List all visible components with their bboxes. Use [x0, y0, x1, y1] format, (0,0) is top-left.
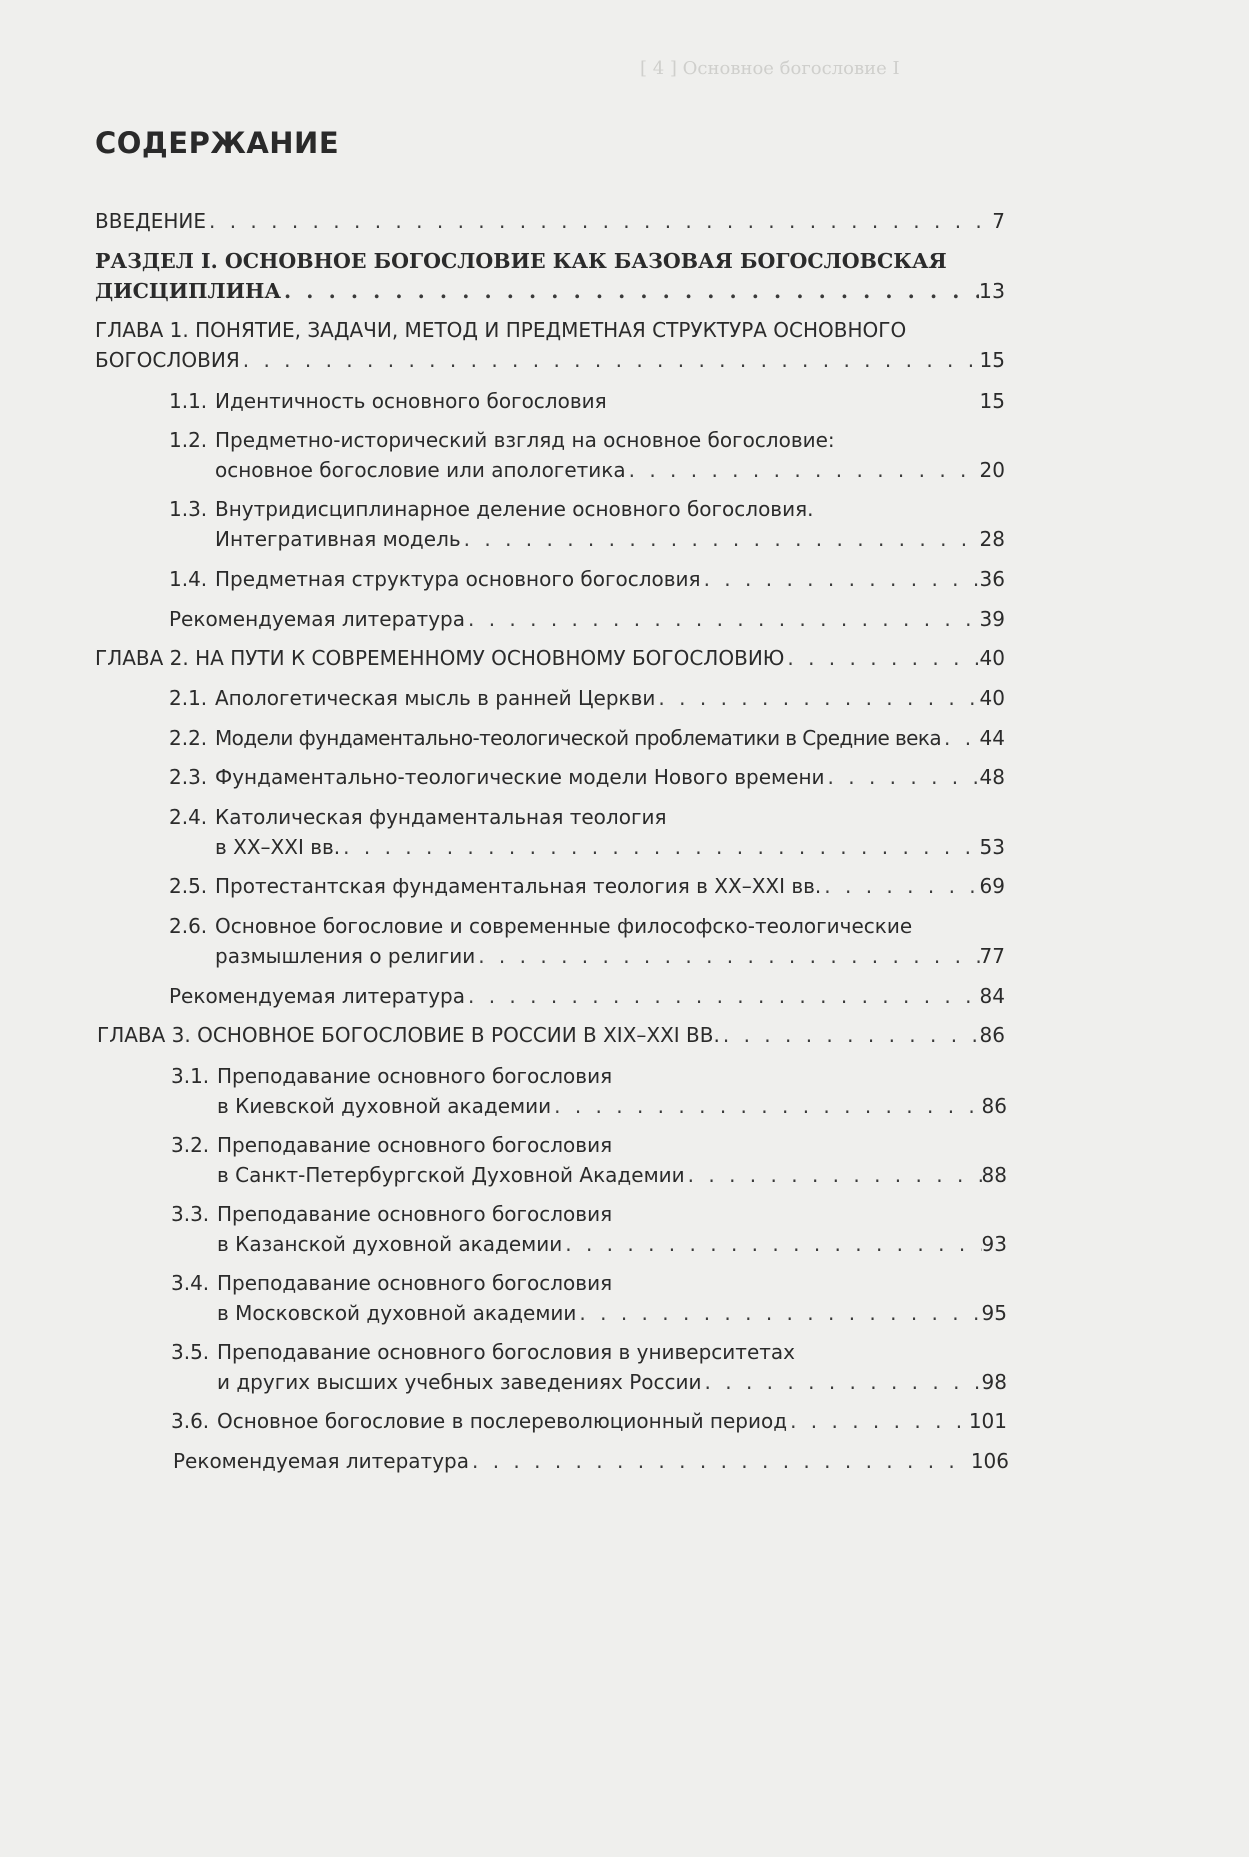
page-number: 98 — [981, 1370, 1007, 1394]
toc-entry-3-3[interactable] — [171, 1199, 1007, 1259]
entry-number: 3.1. — [171, 1064, 210, 1088]
entry-label: РАЗДЕЛ I. ОСНОВНОЕ БОГОСЛОВИЕ КАК БАЗОВАЯ БОГОСЛОВСКАЯ — [95, 249, 947, 273]
page-number: 88 — [981, 1163, 1007, 1187]
dot-leader — [825, 762, 980, 792]
page-number: 7 — [992, 209, 1005, 233]
page-number: 86 — [981, 1094, 1007, 1118]
dot-leader — [685, 1160, 982, 1190]
entry-label: ВВЕДЕНИЕ — [95, 209, 206, 233]
page-number: 39 — [979, 607, 1005, 631]
page-number: 40 — [979, 686, 1005, 710]
page-number: 101 — [968, 1409, 1007, 1433]
page-number: 69 — [979, 874, 1005, 898]
dot-leader — [465, 604, 980, 634]
entry-label: Модели фундаментально-теологической проблематики в Средние века — [215, 726, 941, 750]
page-number: 28 — [979, 527, 1005, 551]
dot-leader — [465, 981, 980, 1011]
entry-label: Рекомендуемая литература — [173, 1449, 469, 1473]
entry-label: Предметно-исторический взгляд на основное богословие: — [215, 428, 835, 452]
page-number: 15 — [979, 348, 1005, 372]
page-number: 13 — [978, 279, 1005, 303]
dot-leader — [701, 564, 980, 594]
entry-label-cont: Интегративная модель — [215, 527, 461, 551]
dot-leader — [787, 1406, 969, 1436]
page-number: 86 — [979, 1023, 1005, 1047]
bleed-through-header: [ 4 ] Основное богословие I — [640, 58, 900, 79]
toc-entry-3-5[interactable] — [171, 1337, 1007, 1397]
dot-leader — [720, 1020, 980, 1050]
page-number: 106 — [970, 1449, 1009, 1473]
entry-label-cont: ДИСЦИПЛИНА — [95, 279, 282, 303]
toc-entry-chapter-3[interactable] — [97, 1020, 1005, 1050]
page-number: 44 — [979, 726, 1005, 750]
toc-entry-2-1[interactable] — [169, 683, 1005, 713]
entry-number: 3.3. — [171, 1202, 210, 1226]
toc-entry-2-3[interactable] — [169, 762, 1005, 792]
toc-entry-intro[interactable] — [95, 206, 1005, 236]
entry-label: ГЛАВА 1. ПОНЯТИЕ, ЗАДАЧИ, МЕТОД И ПРЕДМЕТНАЯ СТРУКТУРА ОСНОВНОГО — [95, 318, 907, 342]
dot-leader — [281, 276, 979, 306]
dot-leader — [469, 1446, 971, 1476]
entry-label: Католическая фундаментальная теология — [215, 805, 667, 829]
dot-leader — [626, 455, 980, 485]
dot-leader — [702, 1367, 982, 1397]
toc-entry-literature-1[interactable] — [169, 604, 1005, 634]
entry-number: 1.3. — [169, 497, 208, 521]
entry-number: 2.3. — [169, 765, 208, 789]
toc-entry-1-4[interactable] — [169, 564, 1005, 594]
dot-leader — [821, 871, 979, 901]
entry-label: Преподавание основного богословия в университетах — [217, 1340, 795, 1364]
dot-leader — [551, 1091, 981, 1121]
page-number: 84 — [979, 984, 1005, 1008]
entry-label: Рекомендуемая литература — [169, 607, 465, 631]
entry-label-cont: в Московской духовной академии — [217, 1301, 577, 1325]
entry-number: 2.4. — [169, 805, 208, 829]
dot-leader — [784, 643, 979, 673]
entry-number: 2.1. — [169, 686, 208, 710]
entry-label: Протестантская фундаментальная теология в XX–XXI вв. — [215, 874, 822, 898]
entry-label: Преподавание основного богословия — [217, 1133, 613, 1157]
entry-label: ГЛАВА 3. ОСНОВНОЕ БОГОСЛОВИЕ В РОССИИ В XIX–XXI ВВ. — [97, 1023, 720, 1047]
entry-label: Преподавание основного богословия — [217, 1064, 613, 1088]
entry-label-cont: размышления о религии — [215, 944, 476, 968]
toc-entry-literature-3[interactable] — [173, 1446, 1009, 1476]
entry-number: 1.2. — [169, 428, 208, 452]
entry-label: ГЛАВА 2. НА ПУТИ К СОВРЕМЕННОМУ ОСНОВНОМУ БОГОСЛОВИЮ — [95, 646, 785, 670]
entry-number: 1.4. — [169, 567, 208, 591]
toc-entry-1-3[interactable] — [169, 494, 1005, 554]
page-number: 36 — [979, 567, 1005, 591]
entry-number: 2.6. — [169, 914, 208, 938]
entry-label: Основное богословие в послереволюционный период — [217, 1409, 788, 1433]
entry-label: Апологетическая мысль в ранней Церкви — [215, 686, 656, 710]
page-number: 93 — [981, 1232, 1007, 1256]
page-number: 40 — [979, 646, 1005, 670]
entry-label-cont: в Казанской духовной академии — [217, 1232, 563, 1256]
entry-label-cont: и других высших учебных заведениях России — [217, 1370, 702, 1394]
entry-label: Рекомендуемая литература — [169, 984, 465, 1008]
entry-number: 1.1. — [169, 389, 208, 413]
toc-entry-3-2[interactable] — [171, 1130, 1007, 1190]
entry-label: Предметная структура основного богословия — [215, 567, 701, 591]
toc-entry-3-1[interactable] — [171, 1061, 1007, 1121]
toc-entry-section-1[interactable] — [95, 246, 1005, 306]
entry-number: 3.4. — [171, 1271, 210, 1295]
entry-label-cont: в Санкт-Петербургской Духовной Академии — [217, 1163, 685, 1187]
toc-entry-3-4[interactable] — [171, 1268, 1007, 1328]
entry-label-cont: БОГОСЛОВИЯ — [95, 348, 240, 372]
dot-leader — [475, 941, 979, 971]
entry-label-cont: в XX–XXI вв. — [215, 835, 341, 859]
page-number: 53 — [979, 835, 1005, 859]
page-number: 77 — [979, 944, 1005, 968]
toc-entry-1-2[interactable] — [169, 425, 1005, 485]
entry-number: 3.6. — [171, 1409, 210, 1433]
page-number: 15 — [979, 389, 1005, 413]
dot-leader — [655, 683, 979, 713]
page-number: 48 — [979, 765, 1005, 789]
entry-number: 3.5. — [171, 1340, 210, 1364]
entry-label: Фундаментально-теологические модели Нового времени — [215, 765, 825, 789]
dot-leader — [206, 206, 992, 236]
dot-leader — [461, 524, 980, 554]
entry-number: 3.2. — [171, 1133, 210, 1157]
dot-leader — [340, 832, 979, 862]
dot-leader — [576, 1298, 981, 1328]
toc-entry-literature-2[interactable] — [169, 981, 1005, 1011]
entry-label-cont: в Киевской духовной академии — [217, 1094, 552, 1118]
toc-entry-3-6[interactable] — [171, 1406, 1007, 1436]
toc-entry-2-4[interactable] — [169, 802, 1005, 862]
entry-label-cont: основное богословие или апологетика — [215, 458, 626, 482]
dot-leader — [941, 723, 980, 753]
entry-number: 2.5. — [169, 874, 208, 898]
dot-leader — [562, 1229, 981, 1259]
toc-entry-2-2[interactable] — [169, 723, 1005, 753]
page-number: 95 — [981, 1301, 1007, 1325]
entry-number: 2.2. — [169, 726, 208, 750]
toc-entry-2-5[interactable] — [169, 871, 1005, 901]
entry-label: Внутридисциплинарное деление основного богословия. — [215, 497, 814, 521]
dot-leader — [240, 345, 980, 375]
page-number: 20 — [979, 458, 1005, 482]
toc-entry-2-6[interactable] — [169, 911, 1005, 971]
page-title: СОДЕРЖАНИЕ — [95, 126, 340, 160]
toc-entry-1-1[interactable] — [169, 386, 1005, 416]
entry-label: Основное богословие и современные философско-теологические — [215, 914, 913, 938]
entry-label: Идентичность основного богословия — [215, 389, 607, 413]
toc-entry-chapter-2[interactable] — [95, 643, 1005, 673]
entry-label: Преподавание основного богословия — [217, 1271, 613, 1295]
toc-entry-chapter-1[interactable] — [95, 315, 1005, 375]
entry-label: Преподавание основного богословия — [217, 1202, 613, 1226]
